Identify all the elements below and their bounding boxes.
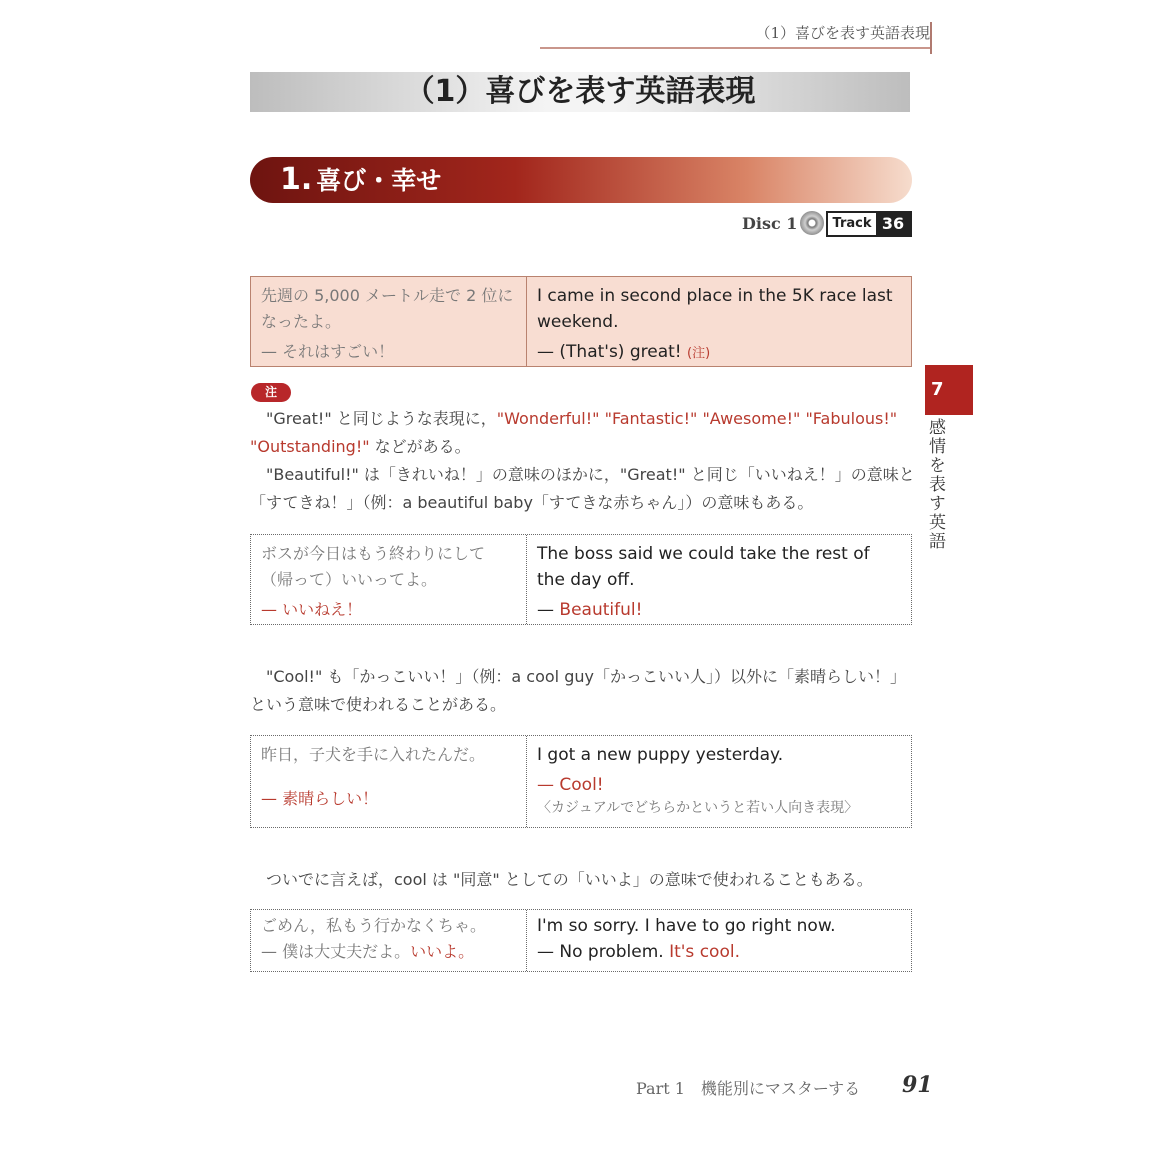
note-p1-end: などがある。 — [369, 437, 471, 456]
example-3-en-line: I got a new puppy yesterday. — [537, 745, 784, 765]
example-box-1 — [250, 276, 912, 367]
example-1-jp-reply: — それはすごい！ — [261, 342, 395, 361]
example-3-english — [527, 736, 911, 827]
example-1-en-reply: — (That's) great! — [537, 342, 682, 362]
track-badge — [826, 211, 912, 237]
example-3-jp-line: 昨日，子犬を手に入れたんだ。 — [261, 745, 486, 764]
example-4-jp-line: ごめん，私もう行かなくちゃ。 — [261, 916, 486, 935]
cool-paragraph: "Cool!" も「かっこいい！」（例：a cool guy「かっこいい人」）以外に「素晴らしい！」という意味で使われることがある。 — [250, 667, 906, 714]
example-2-en-line: The boss said we could take the rest of the day off. — [537, 544, 870, 590]
topic-title: 喜び・幸せ — [316, 166, 442, 195]
example-4-jp-reply-highlight: いいよ。 — [410, 942, 475, 961]
example-1-en-line: I came in second place in the 5K race last weekend. — [537, 286, 893, 332]
note-reference: (注) — [687, 346, 711, 361]
example-3-japanese — [251, 736, 527, 827]
chapter-tab: 7 — [925, 365, 973, 415]
track-label: Track — [832, 216, 872, 231]
example-3-en-reply: — Cool! — [537, 775, 604, 795]
example-2-jp-reply: — いいねえ！ — [261, 600, 363, 619]
example-1-jp-line: 先週の 5,000 メートル走で 2 位になったよ。 — [261, 286, 514, 331]
cd-icon — [800, 211, 824, 235]
running-header-rule — [540, 47, 932, 49]
note-paragraph-2: "Beautiful!" は「きれいね！」の意味のほかに，"Great!" と同じ「いいねえ！」の意味と「すてきね！」（例：a beautiful baby「すてきな赤ちゃん」）の意味もある。 — [250, 465, 915, 512]
example-1-english — [527, 277, 911, 366]
note-paragraph-1 — [250, 405, 915, 461]
topic-banner — [250, 157, 912, 203]
section-title: （1）喜びを表す英語表現 — [250, 72, 910, 112]
example-4-english — [527, 910, 911, 971]
example-2-en-dash: — — [537, 600, 560, 620]
example-box-2 — [250, 534, 912, 625]
running-header-title: （1）喜びを表す英語表現 — [755, 24, 930, 42]
example-3-usage-note: 〈カジュアルでどちらかというと若い人向き表現〉 — [537, 800, 859, 816]
example-2-jp-line: ボスが今日はもう終わりにして（帰って）いいってよ。 — [261, 544, 486, 589]
example-4-en-reply-highlight: It's cool. — [669, 942, 740, 962]
note-p1-terms: "Wonderful!" "Fantastic!" "Awesome!" "Fabulous!" "Outstanding!" — [250, 409, 898, 456]
example-4-en-line: I'm so sorry. I have to go right now. — [537, 916, 836, 936]
example-2-english — [527, 535, 911, 624]
example-4-en-reply: — No problem. — [537, 942, 670, 962]
example-3-jp-reply: — 素晴らしい！ — [261, 789, 379, 808]
disc-label: Disc 1 — [742, 214, 798, 233]
example-1-japanese — [251, 277, 527, 366]
example-2-japanese — [251, 535, 527, 624]
example-4-jp-reply: — 僕は大丈夫だよ。 — [261, 942, 411, 961]
note-badge: 注 — [251, 383, 291, 402]
topic-number: 1. — [280, 162, 313, 197]
example-box-3 — [250, 735, 912, 828]
running-header-tick — [930, 22, 932, 54]
example-2-en-reply: Beautiful! — [559, 600, 643, 620]
example-box-4 — [250, 909, 912, 972]
note-p1-intro: "Great!" と同じような表現に， — [266, 409, 497, 428]
agree-paragraph: ついでに言えば，cool は "同意" としての「いいよ」の意味で使われることもある。 — [266, 870, 873, 889]
example-4-japanese — [251, 910, 527, 971]
page-number: 91 — [902, 1072, 933, 1098]
chapter-side-label: 感情を表す英語 — [925, 418, 945, 551]
track-number: 36 — [876, 213, 910, 235]
footer-part-label: Part 1 機能別にマスターする — [636, 1079, 861, 1098]
